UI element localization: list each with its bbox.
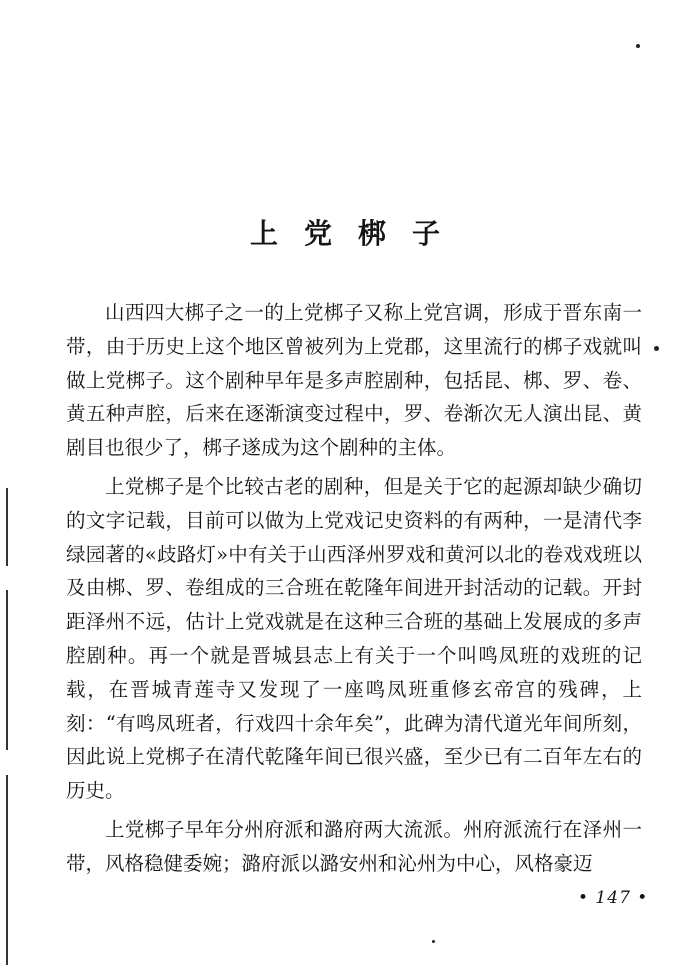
scan-margin-line [6, 488, 8, 566]
scan-margin-line [6, 775, 8, 965]
scan-speck [654, 346, 659, 351]
paragraph: 山西四大梆子之一的上党梆子又称上党宫调，形成于晋东南一带，由于历史上这个地区曾被列为上党郡，这里流行的梆子戏就叫做上党梆子。这个剧种早年是多声腔剧种，包括昆、梆、罗、卷、黄五种声腔，后来在逐渐演变过程中，罗、卷渐次无人演出昆、黄剧目也很少了，梆子遂成为这个剧种的主体。 [66, 301, 642, 460]
body-text [66, 296, 642, 886]
scan-speck [636, 44, 640, 48]
scan-margin-line [6, 590, 8, 750]
scan-speck [432, 940, 435, 943]
page-title: 上党梆子 [249, 217, 466, 250]
paragraph: 上党梆子早年分州府派和潞府两大流派。州府派流行在泽州一带，风格稳健委婉；潞府派以潞安州和沁州为中心，风格豪迈 [66, 817, 642, 875]
page-number: • 147 • [578, 888, 649, 908]
paragraph: 上党梆子是个比较古老的剧种，但是关于它的起源却缺少确切的文字记载，目前可以做为上党戏记史资料的有两种，一是清代李绿园著的«歧路灯»中有关于山西泽州罗戏和黄河以北的卷戏戏班以及由梆、罗、卷组成的三合班在乾隆年间进开封活动的记载。开封距泽州不远，估计上党戏就是在这种三合班的基础上发展成的多声腔剧种。再一个就是晋城县志上有关于一个叫鸣凤班的戏班的记载，在晋城青莲寺又发现了一座鸣凤班重修玄帝宫的残碑，上刻：“有鸣凤班者，行戏四十余年矣”，此碑为清代道光年间所刻，因此说上党梆子在清代乾隆年间已很兴盛，至少已有二百年左右的历史。 [66, 474, 642, 803]
